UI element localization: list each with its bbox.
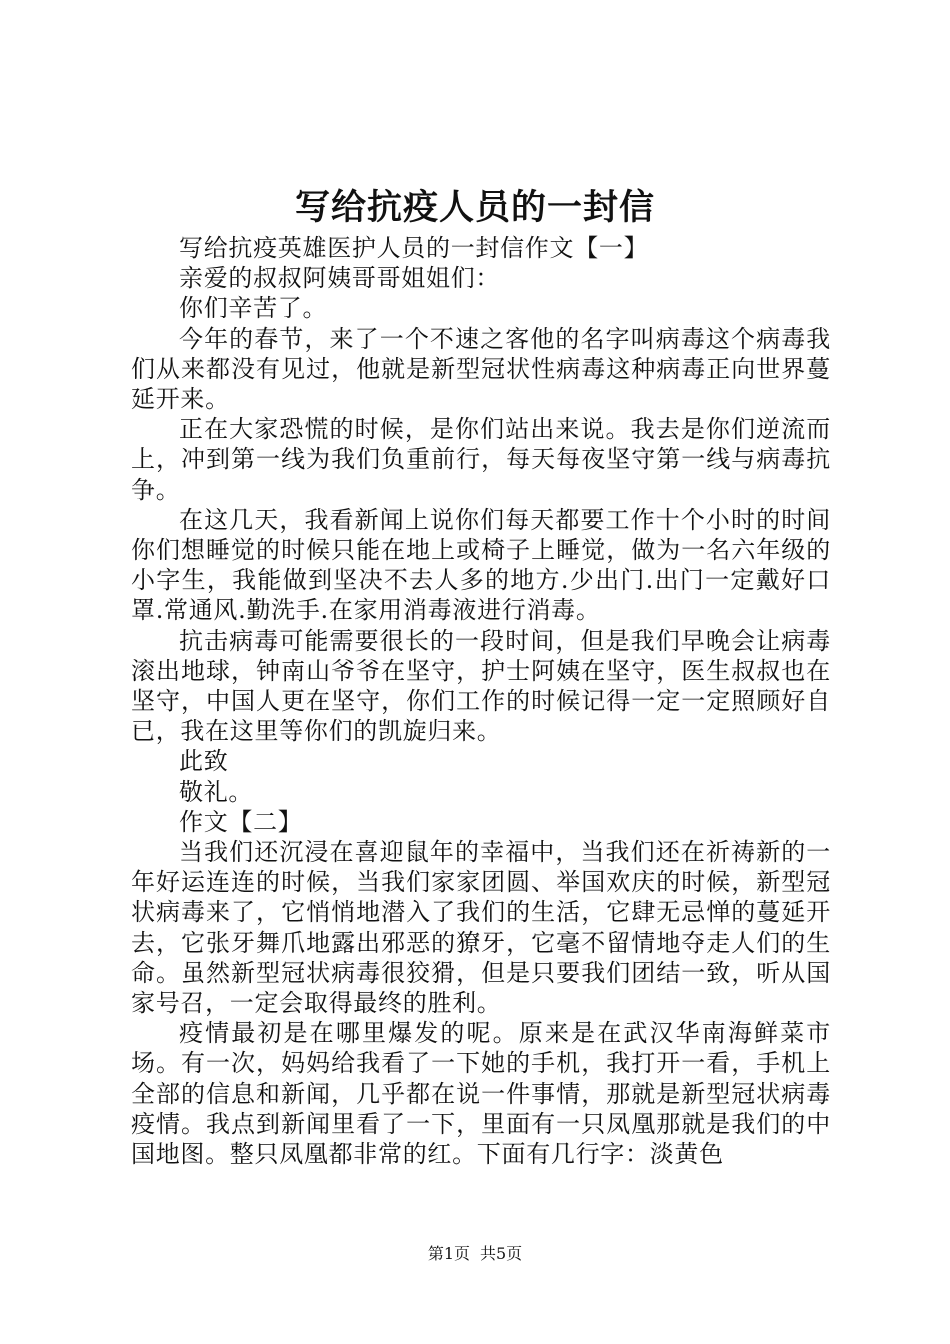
paragraph: 敬礼。: [179, 777, 254, 806]
paragraph: 当我们还沉浸在喜迎鼠年的幸福中，当我们还在祈祷新的一年好运连连的时候，当我们家家团圆、举国欢庆的时候，新型冠状病毒来了，它悄悄地潜入了我们的生活，它肆无忌惮的蔓延开去，它张牙舞爪地露出邪恶的獠牙，它毫不留情地夺走人们的生命。虽然新型冠状病毒很狡猾，但是只要我们团结一致，听从国家号召，一定会取得最终的胜利。: [131, 838, 831, 1018]
paragraph: 你们辛苦了。: [179, 294, 328, 323]
paragraph: 亲爱的叔叔阿姨哥哥姐姐们：: [179, 264, 501, 293]
page-footer: [0, 1242, 950, 1266]
paragraph: 在这几天，我看新闻上说你们每天都要工作十个小时的时间你们想睡觉的时候只能在地上或椅子上睡觉，做为一名六年级的小字生，我能做到坚决不去人多的地方.少出门.出门一定戴好口罩.常通风.勤洗手.在家用消毒液进行消毒。: [131, 505, 831, 625]
paragraph: 抗击病毒可能需要很长的一段时间，但是我们早晚会让病毒滚出地球，钟南山爷爷在坚守，护士阿姨在坚守，医生叔叔也在坚守，中国人更在坚守，你们工作的时候记得一定一定照顾好自已，我在这里等你们的凯旋归来。: [131, 626, 831, 746]
page-total: 共5页: [480, 1244, 523, 1263]
document-title: 写给抗疫人员的一封信: [294, 187, 655, 228]
paragraph: 作文【二】: [179, 807, 303, 836]
document-body: [131, 233, 831, 1169]
paragraph: 正在大家恐慌的时候，是你们站出来说。我去是你们逆流而上，冲到第一线为我们负重前行，每天每夜坚守第一线与病毒抗争。: [131, 415, 831, 504]
paragraph: 今年的春节，来了一个不速之客他的名字叫病毒这个病毒我们从来都没有见过，他就是新型冠状性病毒这种病毒正向世界蔓延开来。: [131, 324, 831, 414]
paragraph: 此致: [179, 747, 229, 776]
paragraph: 写给抗疫英雄医护人员的一封信作文【一】: [179, 234, 649, 262]
page-number: 第1页: [427, 1244, 470, 1263]
paragraph: 疫情最初是在哪里爆发的呢。原来是在武汉华南海鲜菜市场。有一次，妈妈给我看了一下她的手机，我打开一看，手机上全部的信息和新闻，几乎都在说一件事情，那就是新型冠状病毒疫情。我点到新闻里看了一下，里面有一只凤凰那就是我们的中国地图。整只凤凰都非常的红。下面有几行字：淡黄色: [131, 1019, 831, 1169]
